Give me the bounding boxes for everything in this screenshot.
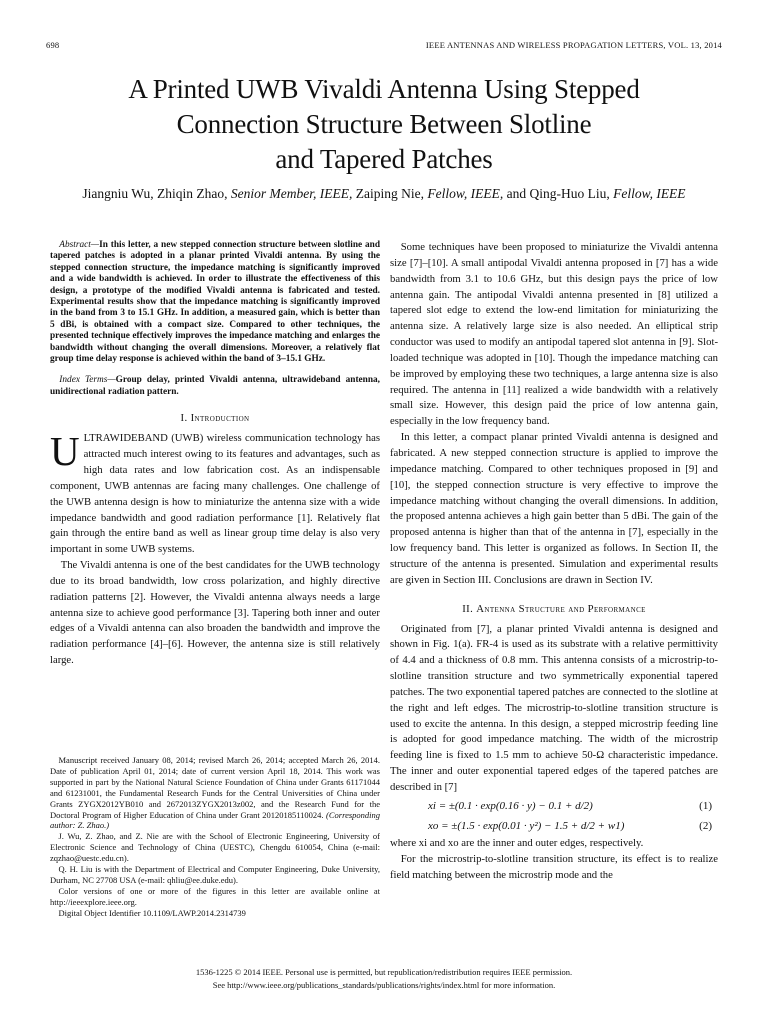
equation-number: (2) [699, 819, 712, 832]
copyright-line: 1536-1225 © 2014 IEEE. Personal use is permitted, but republication/redistribution requires IEEE permission. [195, 967, 573, 977]
page-number: 698 [46, 40, 60, 50]
author-role: Fellow, IEEE [613, 186, 686, 201]
body-paragraph: Some techniques have been proposed to miniaturize the Vivaldi antenna size [7]–[10]. A small antipodal Vivaldi antenna proposed in [7] has a wide bandwidth from 3.1 to 10.6 GHz, but this design pays the price of low antenna gain. The antipodal Vivaldi antenna presented in [8] utilized a tapered slot edge to extend the low-end limitation for miniaturizing the antenna size. A relatively large size is also needed. An elliptical strip conductor was used to modify an antipodal tapered slot antenna in [9]. Slot-loaded technique was adopted in [10]. Though the impedance matching can be improved by employing these two techniques, a large antenna size is also required. The antenna in [11] realized a wide bandwidth with a relatively small size. However, this design paid the price of low antenna gain, especially in the low frequency band. [390, 241, 718, 428]
author-role: Fellow, IEEE, [427, 186, 504, 201]
author-list [46, 186, 722, 202]
footnote-affiliation: Q. H. Liu is with the Department of Electrical and Computer Engineering, Duke University, Durham, NC 27708 USA (e-mail: qhliu@ee.duke.edu). [50, 864, 380, 885]
author-name: Jiangniu Wu, [82, 186, 154, 201]
body-paragraph: where xi and xo are the inner and outer edges, respectively. [390, 836, 644, 849]
left-column [50, 240, 380, 669]
title-line: A Printed UWB Vivaldi Antenna Using Stepped [128, 74, 640, 104]
footnote-doi: Digital Object Identifier 10.1109/LAWP.2014.2314739 [58, 907, 246, 918]
body-paragraph: In this letter, a compact planar printed Vivaldi antenna is designed and fabricated. A new stepped connection structure is applied to improve the impedance matching. Compared to other techniques proposed in [9] and [10], the stepped connection structure is very effective to improve the impedance matching without changing the overall dimensions. In addition, the proposed antenna achieves a high gain better than 5 dBi. The gain of the proposed antenna is higher than that of the antenna in [7], especially in the low frequency band. This letter is organized as follows. In Section II, the structure of the antenna is presented. Simulation and experimental results are given in Section III. Conclusions are drawn in Section IV. [390, 431, 718, 586]
abstract-label: Abstract— [59, 240, 100, 250]
equation-body: xi = ±(0.1 · exp(0.16 · y) − 0.1 + d/2) [428, 799, 593, 812]
equation-number: (1) [699, 799, 712, 812]
copyright-notice [46, 966, 722, 992]
index-terms-text: Group delay, printed Vivaldi antenna, ultrawideband antenna, unidirectional radiation pattern. [50, 375, 380, 397]
footnotes [50, 755, 380, 919]
equation-body: xo = ±(1.5 · exp(0.01 · y²) − 1.5 + d/2 + w1) [428, 819, 625, 832]
index-terms-label: Index Terms— [59, 375, 116, 386]
footnote-text: Manuscript received January 08, 2014; revised March 26, 2014; accepted March 26, 2014. Date of publication April 01, 2014; date of current version April 18, 2014. This work was supported in part by the National Natural Science Foundation of China under Grants 61171044 and 61231001, the Fundamental Research Funds for the Central Universities of China under Grants ZYGX2012YB010 and 2672013ZYGX2013z002, and the Research Fund for the Doctoral Program of Higher Education of China under Grant 20120185110024. [50, 755, 380, 820]
section-heading [50, 412, 380, 424]
author-name: Zhiqin Zhao, [157, 186, 228, 201]
section-title: Introduction [190, 412, 250, 425]
body-paragraph: Originated from [7], a planar printed Vivaldi antenna is designed and shown in Fig. 1(a). FR-4 is used as its substrate with a relative permittivity of 4.4 and a thickness of 0.8 mm. This antenna consists of a microstrip-to-slotline transition structure and two symmetrically exponential tapered patches. The two exponential tapered patches are connected to the slotline at the right and left edges. The microstrip-to-slotline transition structure is used to excite the antenna. In this design, a stepped microstrip feeding line is adopted for good impedance matching. The width of the microstrip feeding line is fixed to 1.5 mm to achieve 50-Ω characteristic impedance. The inner and outer exponential tapered edges of the tapered patches are described in [7] [390, 622, 718, 793]
footnote-affiliation: J. Wu, Z. Zhao, and Z. Nie are with the School of Electronic Engineering, University of Electronic Science and Technology of China (UESTC), Chengdu 610054, China (e-mail: zqzhao@uestc.edu.cn). [50, 831, 380, 864]
intro-paragraph [50, 428, 380, 558]
small-caps-lead: LTRAWIDEBAND [83, 432, 168, 445]
author-name: Qing-Huo Liu, [529, 186, 610, 201]
author-role: Senior Member, IEEE, [230, 186, 353, 201]
abstract-text: In this letter, a new stepped connection structure between slotline and tapered patches is adopted in a planar printed Vivaldi antenna. By using the stepped connection structure, the impedance matching is significantly improved and a wide bandwidth is achieved. In order to illustrate the effectiveness of this design, a prototype of the modified Vivaldi antenna is fabricated and tested. Experimental results show that the impedance matching is significantly improved in the band from 3 to 15.1 GHz. In addition, a measured gain, which is better than 5 dBi, is obtained with a compact size. Compared to other techniques, the presented technique effectively improves the impedance matching and enlarges the bandwidth without changing the overall dimensions. Moreover, a relatively flat group time delay response is achieved within the band of 3–15.1 GHz. [50, 240, 380, 365]
equation-1 [390, 796, 718, 816]
title-line: and Tapered Patches [275, 144, 493, 174]
footnote-color: Color versions of one or more of the figures in this letter are available online at http://ieeexplore.ieee.org. [50, 885, 380, 907]
equation-2 [390, 816, 718, 836]
paragraph-text: (UWB) wireless communication technology has attracted much interest owing to its features and advantages, such as high data rates and low fabrication cost. As an indispensable component, UWB antennas are facing many challenges. One challenge of the UWB antenna design is how to miniaturize the antenna size with a wide impedance bandwidth and good radiation performance [1]. Relatively flat gain through the entire band as well as linear group time delay is also very important in some UWB systems. [50, 432, 380, 556]
running-header: IEEE ANTENNAS AND WIRELESS PROPAGATION LETTERS, VOL. 13, 2014 [425, 40, 722, 50]
author-conjunction: and [506, 186, 527, 201]
section-title: Antenna Structure and Performance [476, 602, 646, 615]
title-line: Connection Structure Between Slotline [176, 109, 592, 139]
section-numeral: II. [462, 602, 474, 615]
abstract [50, 240, 380, 365]
section-heading [390, 603, 718, 615]
right-column [390, 240, 718, 883]
author-name: Zaiping Nie, [355, 186, 424, 201]
body-paragraph: For the microstrip-to-slotline transition structure, its effect is to realize field matching between the microstrip mode and the [390, 852, 718, 881]
rights-url-line: See http://www.ieee.org/publications_standards/publications/rights/index.html for more information. [212, 980, 556, 990]
drop-cap: U [50, 428, 80, 475]
corresponding-author: (Corresponding author: Z. Zhao.) [50, 809, 381, 831]
body-paragraph: The Vivaldi antenna is one of the best candidates for the UWB technology due to its broad bandwidth, low cross polarization, and highly directive radiation patterns [2]. However, the Vivaldi antenna always needs a large antenna size to achieve good performance [3]. Tapering both inner and outer edges of a Vivaldi antenna can also broaden the bandwidth and improve the radiation performance [4]–[6]. However, the antenna size is still relatively large. [50, 559, 380, 667]
index-terms [50, 375, 380, 398]
section-numeral: I. [180, 412, 188, 425]
paper-title [46, 72, 722, 177]
footnote-manuscript [50, 755, 380, 831]
